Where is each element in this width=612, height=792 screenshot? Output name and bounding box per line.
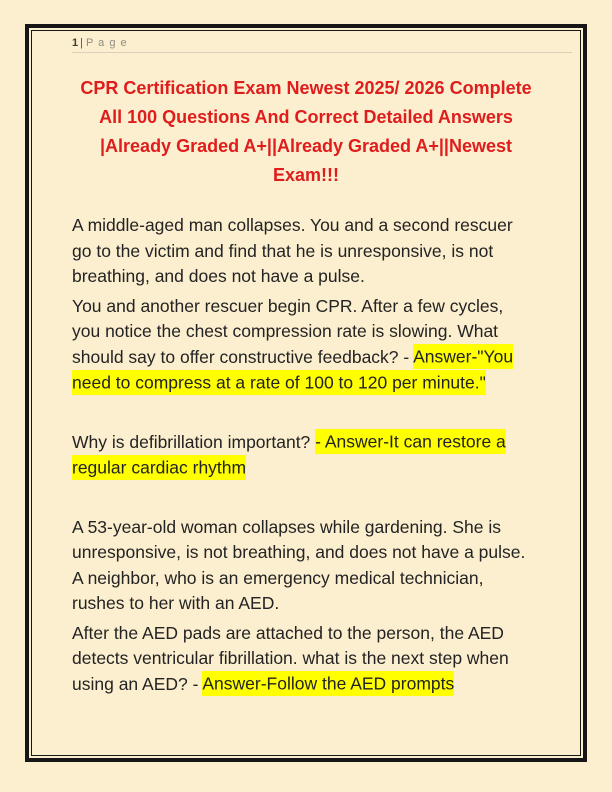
highlighted-answer: Answer-Follow the AED prompts (202, 671, 454, 696)
paragraph-text: You and another rescuer begin CPR. After a few cycles, you notice the chest compression rate is slowing. What should say to offer constructive feedback? - (72, 295, 504, 367)
paragraph-question-compression-rate (72, 294, 532, 396)
document-title: CPR Certification Exam Newest 2025/ 2026 Complete All 100 Questions And Correct Detailed Answers |Already Graded A+||Already Graded A+||Newest Exam!!! (80, 78, 532, 185)
paragraph-question-defibrillation (72, 430, 532, 481)
paragraph-text: A middle-aged man collapses. You and a second rescuer go to the victim and find that he is unresponsive, is not breathing, and does not have a pulse. (72, 215, 513, 286)
paragraph-text: A 53-year-old woman collapses while gardening. She is unresponsive, is not breathing, and does not have a pulse. A neighbor, who is an emergency medical technician, rushes to her with an AED. (72, 516, 526, 613)
page-label: P a g e (85, 37, 128, 49)
page-number-separator: | (80, 37, 83, 49)
header-rule (72, 52, 572, 53)
page-border-frame (25, 24, 587, 762)
paragraph-question-aed (72, 621, 532, 698)
page-number: 1 (72, 37, 79, 49)
blank-line (72, 400, 532, 430)
blank-line (72, 485, 532, 515)
highlighted-answer: Answer-"You need to compress at a rate of 100 to 120 per minute." (72, 344, 513, 395)
page-header (72, 37, 572, 52)
paragraph-text: After the AED pads are attached to the person, the AED detects ventricular fibrillation. what is the next step when using an AED? - (72, 622, 509, 694)
page-border-inner-frame (31, 30, 581, 756)
paragraph-scenario-collapse (72, 213, 532, 290)
paragraph-scenario-gardening (72, 515, 532, 617)
document-body (72, 213, 532, 697)
paragraph-text: Why is defibrillation important? (72, 431, 316, 452)
highlighted-answer: - Answer-It can restore a regular cardiac rhythm (72, 429, 506, 480)
